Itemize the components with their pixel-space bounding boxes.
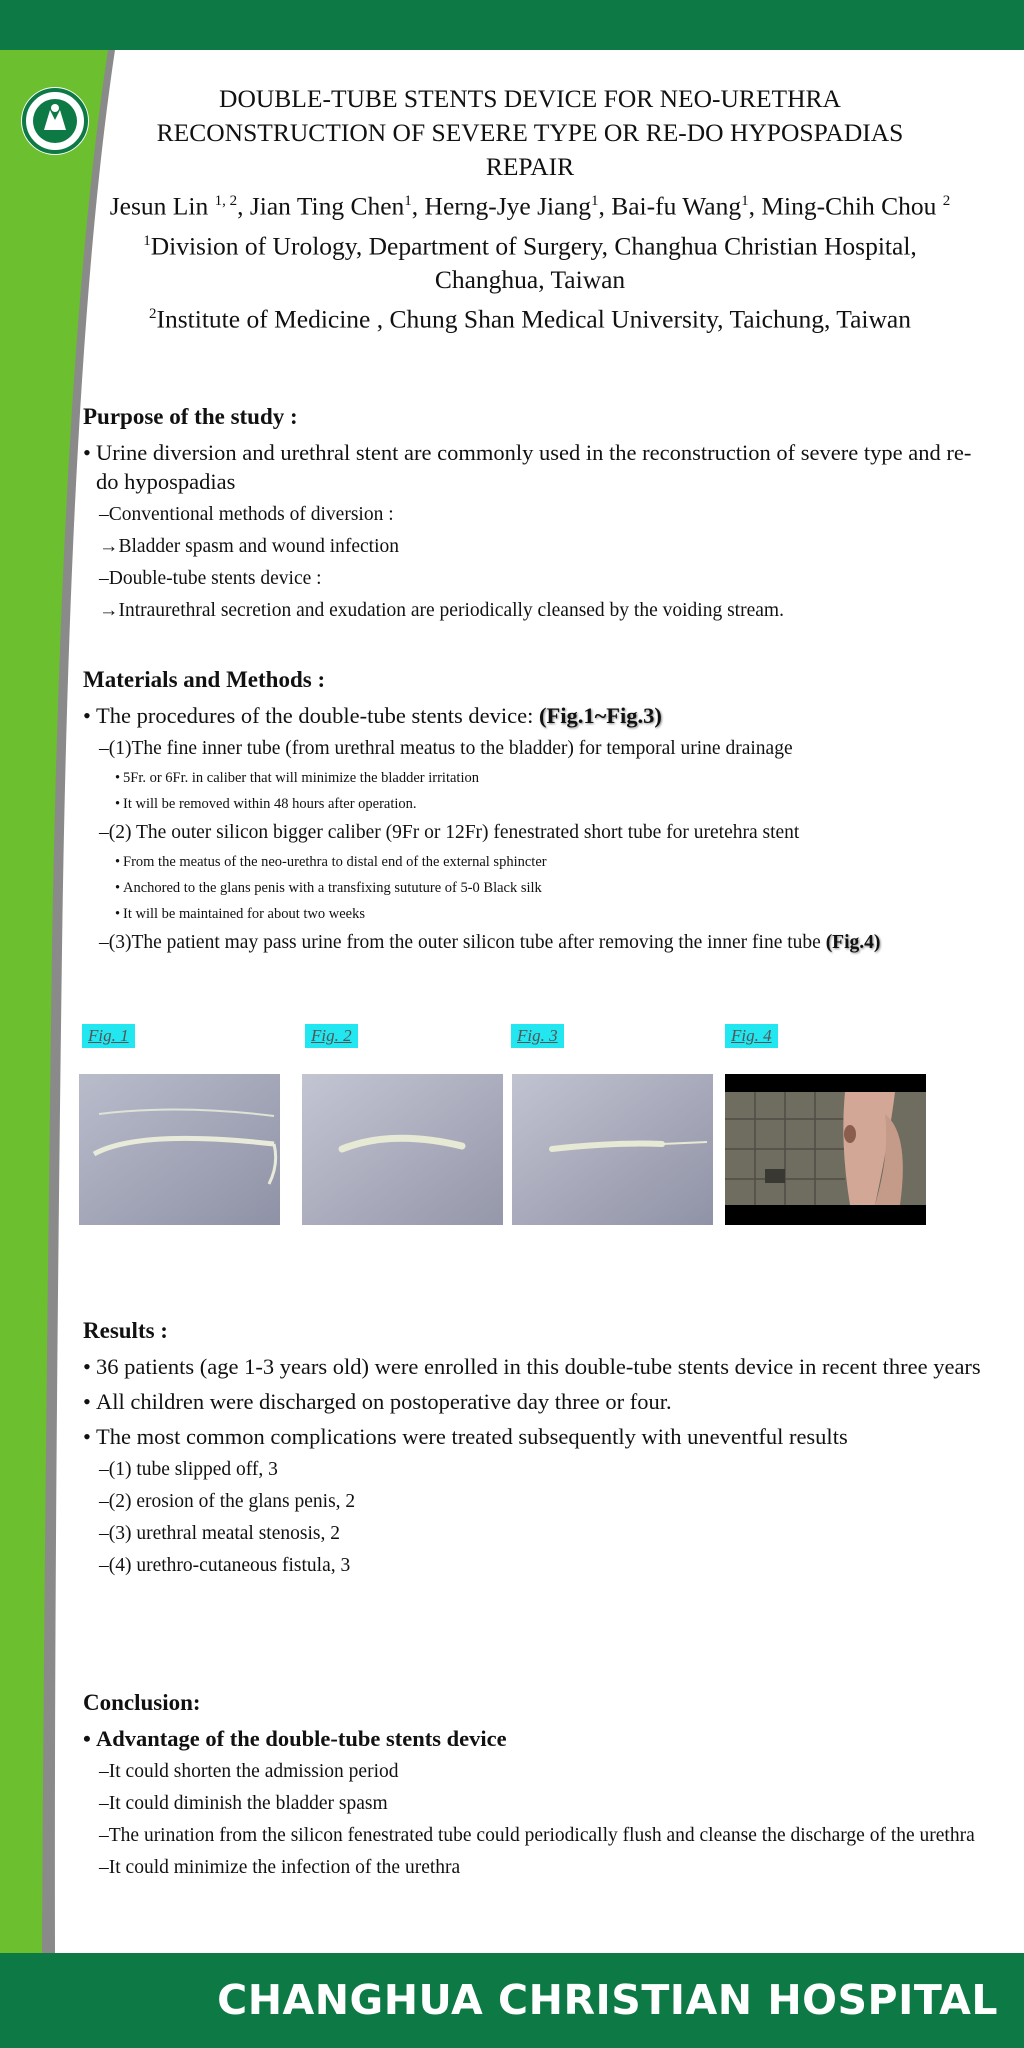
methods-section: [83, 667, 983, 962]
section-heading: Purpose of the study :: [83, 404, 298, 429]
sub-sub-item: • Anchored to the glans penis with a transfixing sututure of 5-0 Black silk: [83, 878, 983, 898]
hospital-name: CHANGHUA CHRISTIAN HOSPITAL: [217, 1976, 998, 2024]
figure-label-2: Fig. 2: [305, 1024, 358, 1048]
affiliation-2: [90, 297, 970, 337]
figure-photo-2: [302, 1074, 503, 1225]
author-separator: ,: [748, 191, 762, 221]
bullet-text: The procedures of the double-tube stents device:: [96, 703, 539, 728]
sub-item: –Conventional methods of diversion :: [99, 504, 394, 525]
results-section: [83, 1318, 983, 1585]
bullet-item: [83, 701, 983, 730]
sub-item: –Double-tube stents device :: [99, 568, 322, 589]
figure-label-4: Fig. 4: [725, 1024, 778, 1048]
author-separator: ,: [411, 191, 425, 221]
sub-item: →Bladder spasm and wound infection: [99, 536, 400, 557]
sub-item: [83, 930, 983, 956]
sub-item: –(3) urethral meatal stenosis, 2: [99, 1523, 340, 1544]
author-affiliation-mark: 1: [404, 193, 412, 209]
sub-item: –(2) The outer silicon bigger caliber (9Fr or 12Fr) fenestrated short tube for uretehra stent: [99, 822, 800, 843]
author-name: Herng-Jye Jiang: [424, 191, 591, 221]
figure-reference: (Fig.4): [825, 932, 881, 953]
authors: [90, 184, 970, 224]
poster-header: [90, 82, 970, 337]
author-name: Ming-Chih Chou: [761, 191, 943, 221]
conclusion-section: [83, 1690, 983, 1887]
sub-item: –It could minimize the infection of the urethra: [99, 1857, 461, 1878]
figure-photo-4: [725, 1074, 926, 1225]
sub-sub-item: • From the meatus of the neo-urethra to distal end of the external sphincter: [83, 852, 983, 872]
affiliation-text: Division of Urology, Department of Surgery, Changhua Christian Hospital, Changhua, Taiwan: [150, 231, 917, 294]
author-affiliation-mark: 1: [590, 193, 599, 209]
author-separator: ,: [598, 191, 612, 221]
bullet-item: • The most common complications were treated subsequently with uneventful results: [83, 1422, 983, 1451]
figure-photo-1: [79, 1074, 280, 1225]
author-name: Jian Ting Chen: [249, 191, 405, 221]
bullet-item: • All children were discharged on postoperative day three or four.: [83, 1387, 983, 1416]
title-line-1: DOUBLE-TUBE STENTS DEVICE FOR NEO-URETHRA: [219, 84, 841, 113]
sub-item: –(4) urethro-cutaneous fistula, 3: [99, 1555, 351, 1576]
author-affiliation-mark: 2: [942, 193, 951, 209]
section-heading: Results :: [83, 1318, 168, 1343]
bullet-item: • 36 patients (age 1-3 years old) were enrolled in this double-tube stents device in recent three years: [83, 1352, 983, 1381]
sub-sub-item: • It will be maintained for about two weeks: [83, 904, 983, 924]
sub-item: →Intraurethral secretion and exudation are periodically cleansed by the voiding stream.: [99, 600, 784, 621]
bullet-item: • Urine diversion and urethral stent are commonly used in the reconstruction of severe type and re-do hypospadias: [83, 438, 983, 496]
sub-item: –(1) tube slipped off, 3: [99, 1459, 278, 1480]
figure-label-3: Fig. 3: [511, 1024, 564, 1048]
section-heading: Materials and Methods :: [83, 667, 326, 692]
hospital-logo: [20, 86, 90, 156]
figure-label-1: Fig. 1: [82, 1024, 135, 1048]
section-heading: Conclusion:: [83, 1690, 201, 1715]
affiliation-1: [90, 224, 970, 298]
affiliation-text: Institute of Medicine , Chung Shan Medical University, Taichung, Taiwan: [156, 304, 911, 334]
sub-sub-item: • 5Fr. or 6Fr. in caliber that will minimize the bladder irritation: [83, 768, 983, 788]
sub-item: –(1)The fine inner tube (from urethral meatus to the bladder) for temporal urine drainage: [99, 738, 793, 759]
title-line-3: REPAIR: [485, 152, 575, 181]
purpose-section: [83, 404, 983, 630]
sub-item-text: –(3)The patient may pass urine from the outer silicon tube after removing the inner fine tube: [99, 932, 826, 953]
sub-sub-item: • It will be removed within 48 hours after operation.: [83, 794, 983, 814]
sub-item: –It could shorten the admission period: [99, 1761, 399, 1782]
author-affiliation-mark: 1, 2: [214, 193, 238, 209]
figure-reference: (Fig.1~Fig.3): [538, 703, 662, 728]
figure-photo-3: [512, 1074, 713, 1225]
author-affiliation-mark: 1: [741, 193, 749, 209]
sub-item: –It could diminish the bladder spasm: [99, 1793, 388, 1814]
author-separator: ,: [237, 191, 250, 221]
sub-item: –(2) erosion of the glans penis, 2: [99, 1491, 356, 1512]
affiliation-mark: 1: [143, 232, 151, 249]
title-line-2: RECONSTRUCTION OF SEVERE TYPE OR RE-DO HYPOSPADIAS: [156, 118, 904, 147]
author-name: Bai-fu Wang: [611, 191, 742, 221]
top-banner: [0, 0, 1024, 50]
sub-item: –The urination from the silicon fenestrated tube could periodically flush and cleanse the discharge of the urethra: [99, 1825, 975, 1846]
bullet-item: • Advantage of the double-tube stents device: [83, 1724, 983, 1753]
affiliation-mark: 2: [149, 306, 157, 322]
author-name: Jesun Lin: [109, 191, 215, 221]
